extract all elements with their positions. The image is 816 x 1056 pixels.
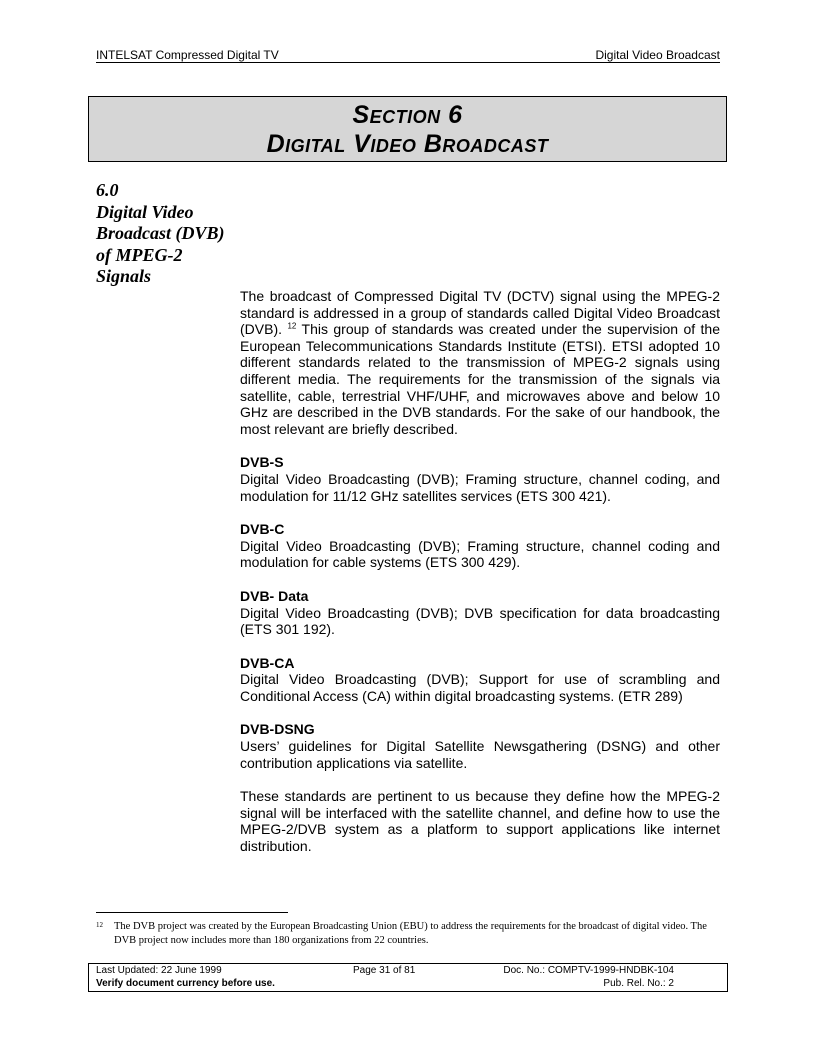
standard-description: Digital Video Broadcasting (DVB); Framing structure, channel coding, and modulation for 11/12 GHz satellites services (ETS 300 421). [240,470,720,504]
header-rule [96,62,720,63]
body-content [240,288,720,855]
closing-paragraph: These standards are pertinent to us because they define how the MPEG-2 signal will be interfaced with the satellite channel, and define how to use the MPEG-2/DVB system as a platform to support applications like internet distribution. [240,788,720,855]
footer-doc-number: Doc. No.: COMPTV-1999-HNDBK-104 [503,965,674,976]
standard-name: DVB-C [240,521,285,538]
side-heading-number: 6.0 [96,180,119,200]
standard-name: DVB- Data [240,587,309,604]
standard-description: Digital Video Broadcasting (DVB); Support for use of scrambling and Conditional Access (CA) within digital broadcasting systems. (ETR 289) [240,671,720,704]
intro-text-after: This group of standards was created under the supervision of the European Telecommunications Standards Institute (ETSI). ETSI adopted 10 different standards related to the transmission of MPEG-2 signals using different media. The requirements for the transmission of the signals via satellite, cable, terrestrial VHF/UHF, and microwaves above and below 10 GHz are described in the DVB standards. For the sake of our handbook, the most relevant are briefly described. [240,321,721,437]
intro-paragraph [240,288,720,437]
footer-verify-note: Verify document currency before use. [96,978,275,989]
standard-description: Digital Video Broadcasting (DVB); Framing structure, channel coding and modulation for cable systems (ETS 300 429). [240,537,720,571]
standard-description: Users’ guidelines for Digital Satellite Newsgathering (DSNG) and other contribution applications via satellite. [240,738,720,771]
side-heading-line: of MPEG-2 [96,244,183,265]
footnote-text: The DVB project was created by the European Broadcasting Union (EBU) to address the requirements for the broadcast of digital video. The DVB project now includes more than 180 organizations from 22 countries. [114,921,707,946]
footnote [96,920,720,948]
side-heading-line: Digital Video [96,201,194,222]
page-footer [88,963,728,992]
header-right-title: Digital Video Broadcast [595,48,720,62]
standard-name: DVB-DSNG [240,721,315,738]
standard-name: DVB-CA [240,654,295,671]
running-header [96,48,720,62]
header-left-title: INTELSAT Compressed Digital TV [96,48,279,62]
side-heading [96,180,266,288]
side-heading-line: Broadcast (DVB) [96,223,225,244]
section-title: Digital Video Broadcast [266,130,549,158]
footnote-number: 12 [96,921,103,929]
side-heading-line: Signals [96,266,152,287]
section-number: Section 6 [352,101,463,129]
footer-pub-release: Pub. Rel. No.: 2 [603,978,674,989]
footnote-rule [96,912,288,913]
standard-name: DVB-S [240,454,284,471]
section-banner [88,96,727,162]
footnote-reference[interactable]: 12 [287,321,297,331]
standard-description: Digital Video Broadcasting (DVB); DVB specification for data broadcasting (ETS 301 192). [240,604,720,638]
footer-page-number: Page 31 of 81 [353,965,416,976]
footer-last-updated: Last Updated: 22 June 1999 [96,965,222,976]
intro-text-before: The broadcast of Compressed Digital TV (DCTV) signal using the MPEG-2 standard is addressed in a group of standards called Digital Video Broadcast (DVB). [240,288,720,338]
